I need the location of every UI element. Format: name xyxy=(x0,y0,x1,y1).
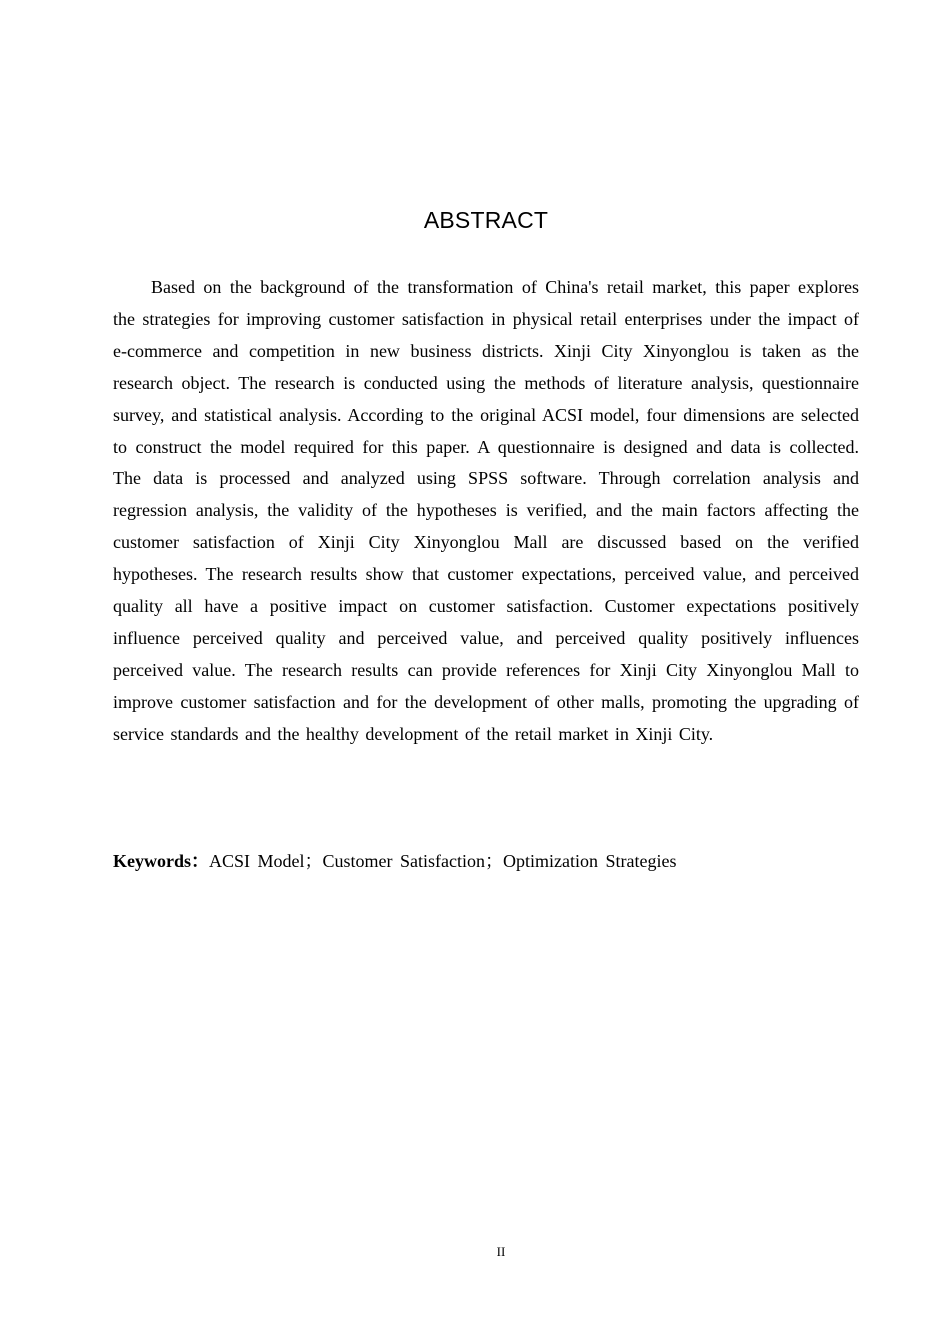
abstract-title: ABSTRACT xyxy=(423,207,549,233)
keywords-line xyxy=(113,846,859,878)
abstract-paragraph: Based on the background of the transformation of China's retail market, this paper explores the strategies for improving customer satisfaction in physical retail enterprises under the impact of e-commerce and competition in new business districts. Xinji City Xinyonglou is taken as the research object. The research is conducted using the methods of literature analysis, questionnaire survey, and statistical analysis. According to the original ACSI model, four dimensions are selected to construct the model required for this paper. A questionnaire is designed and data is collected. The data is processed and analyzed using SPSS software. Through correlation analysis and regression analysis, the validity of the hypotheses is verified, and the main factors affecting the customer satisfaction of Xinji City Xinyonglou Mall are discussed based on the verified hypotheses. The research results show that customer expectations, perceived value, and perceived quality all have a positive impact on customer satisfaction. Customer expectations positively influence perceived quality and perceived value, and perceived quality positively influences perceived value. The research results can provide references for Xinji City Xinyonglou Mall to improve customer satisfaction and for the development of other malls, promoting the upgrading of service standards and the healthy development of the retail market in Xinji City. xyxy=(113,277,859,744)
keywords-label: Keywords： xyxy=(113,851,209,871)
page-number: II xyxy=(496,1244,506,1259)
keywords-values: ACSI Model；Customer Satisfaction；Optimization Strategies xyxy=(209,851,677,871)
